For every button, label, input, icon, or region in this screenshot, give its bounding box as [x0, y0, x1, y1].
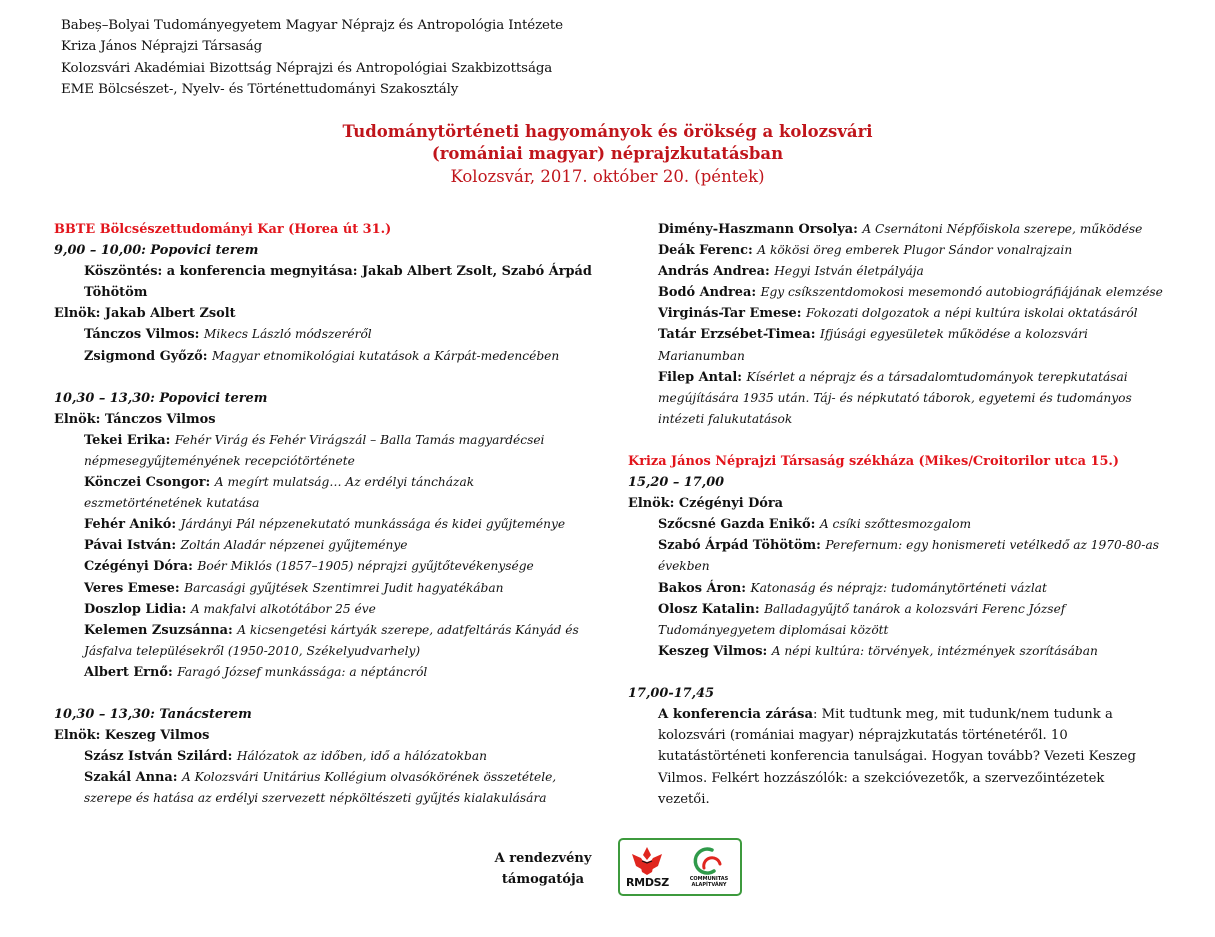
rmdsz-tulip-icon [630, 846, 664, 876]
session-time-slot: 10,30 – 13,30: Popovici terem [54, 390, 268, 406]
program-left-column [54, 219, 614, 809]
chair-name: Czégényi Dóra [678, 496, 784, 512]
session-chair [54, 409, 614, 430]
talk-title: Katonaság és néprajz: tudománytörténeti vázlat [750, 580, 1047, 595]
speaker-name: Fehér Anikó [84, 517, 172, 533]
chair-name: Jakab Albert Zsolt [104, 306, 236, 322]
talk-title: A Kolozsvári Unitárius Kollégium olvasókörének összetétele, [182, 770, 557, 785]
closing-label: A konferencia zárása [658, 706, 814, 722]
speaker-name: Pávai István [84, 538, 172, 554]
talk-title: Boér Miklós (1857–1905) néprajzi gyűjtőtevékenysége [197, 559, 534, 574]
talk-title-cont: Tudományegyetem diplomásai között [658, 622, 889, 637]
talk-item: Deák Ferenc: A kökösi öreg emberek Plugor Sándor vonalrajzain [658, 243, 1073, 259]
communitas-swirl-icon [690, 846, 726, 876]
speaker-name: Tekei Erika [84, 432, 166, 448]
talk-title: Mikecs László módszeréről [203, 327, 372, 342]
talk-title-cont: szerepe és hatása az erdélyi szervezett népköltészeti gyűjtés kialakulására [84, 791, 547, 806]
chair-name: Tánczos Vilmos [104, 411, 216, 427]
talk-item: Olosz Katalin: Balladagyűjtő tanárok a kolozsvári Ferenc József Tudományegyetem diplomásai között [658, 601, 1066, 637]
speaker-name: Könczei Csongor [84, 475, 206, 491]
title-line-1: Tudománytörténeti hagyományok és örökség a kolozsvári [342, 122, 873, 141]
venue-heading: Kriza János Néprajzi Társaság székháza (Mikes/Croitorilor utca 15.) [628, 453, 1120, 469]
talk-title: Faragó József munkássága: a néptáncról [177, 664, 428, 679]
talk-item: Szabó Árpád Töhötöm: Perefernum: egy honismereti vetélkedő az 1970-80-as években [658, 538, 1160, 574]
talk-title-cont: években [658, 559, 710, 574]
organizer-line: Babeș–Bolyai Tudományegyetem Magyar Néprajz és Antropológia Intézete [61, 18, 563, 33]
opening-text: Köszöntés: a konferencia megnyitása: Jakab Albert Zsolt, Szabó Árpád [84, 264, 592, 280]
rmdsz-wordmark: RMDSZ [626, 876, 669, 889]
speaker-name: Bodó Andrea [658, 285, 752, 301]
talk-item: Szakál Anna: A Kolozsvári Unitárius Kollégium olvasókörének összetétele, szerepe és hatása az erdélyi szervezett népköltészeti gyűjtés kialakulására [84, 770, 557, 806]
chair-label: Elnök: [54, 411, 105, 427]
speaker-name: Zsigmond Győző [84, 348, 203, 364]
talk-item: Kelemen Zsuzsánna: A kicsengetési kártyák szerepe, adatfeltárás Kányád és Jásfalva településekről (1950-2010, Székelyudvarhely) [84, 622, 579, 658]
venue-heading: BBTE Bölcsészettudományi Kar (Horea út 31.) [54, 222, 392, 237]
speaker-name: Szász István Szilárd [84, 749, 228, 765]
closing-text: : Mit tudtunk meg, mit tudunk/nem tudunk a [813, 706, 1113, 722]
chair-label: Elnök: [628, 496, 679, 512]
session-time-slot: 15,20 – 17,00 [628, 475, 725, 491]
opening-text-cont: Töhötöm [84, 285, 148, 301]
talk-title: Barcasági gyűjtések Szentimrei Judit hagyatékában [184, 580, 504, 595]
talk-title: A megírt mulatság… Az erdélyi táncházak [214, 475, 475, 490]
talk-item: Szőcsné Gazda Enikő: A csíki szőttesmozgalom [658, 517, 972, 533]
talk-title: Kísérlet a néprajz és a társadalomtudományok terepkutatásai [746, 369, 1128, 384]
sponsor-logo [618, 838, 742, 896]
talk-item: Könczei Csongor: A megírt mulatság… Az erdélyi táncházak eszmetörténetének kutatása [84, 475, 475, 511]
speaker-name: Veres Emese [84, 580, 175, 596]
talk-item: Veres Emese: Barcasági gyűjtések Szentimrei Judit hagyatékában [84, 580, 504, 596]
speaker-name: Szakál Anna [84, 770, 173, 786]
talk-item: Tekei Erika: Fehér Virág és Fehér Virágszál – Balla Tamás magyardécsei népmesegyűjteményének recepciótörténete [84, 432, 545, 468]
talk-title: A makfalvi alkotótábor 25 éve [190, 601, 376, 616]
closing-text: Vilmos. Felkért hozzászólók: a szekcióvezetők, a szervezőintézetek [658, 770, 1105, 786]
talk-title: Fehér Virág és Fehér Virágszál – Balla Tamás magyardécsei [174, 432, 545, 447]
talk-item: András Andrea: Hegyi István életpályája [658, 264, 924, 280]
talk-title-cont: megújítására 1935 után. Táj- és népkutató táborok, egyetemi és tudományos [658, 390, 1132, 405]
talk-item: Fehér Anikó: Járdányi Pál népzenekutató munkássága és kidei gyűjteménye [84, 517, 566, 533]
talk-title-cont: Jásfalva településekről (1950-2010, Székelyudvarhely) [84, 643, 421, 658]
talk-item: Albert Ernő: Faragó József munkássága: a néptáncról [84, 664, 428, 680]
speaker-name: Albert Ernő [84, 664, 168, 680]
talk-title: Magyar etnomikológiai kutatások a Kárpát-medencében [211, 348, 560, 363]
talk-title: A népi kultúra: törvények, intézmények szorításában [771, 643, 1098, 658]
speaker-name: András Andrea [658, 264, 766, 280]
session-time-slot: 10,30 – 13,30: Tanácsterem [54, 706, 252, 722]
organizer-line: EME Bölcsészet-, Nyelv- és Történettudományi Szakosztály [61, 81, 459, 97]
talk-title: Hegyi István életpályája [774, 264, 924, 279]
speaker-name: Szabó Árpád Töhötöm [658, 538, 817, 554]
talk-title-cont: Marianumban [658, 348, 745, 363]
session-chair [54, 303, 614, 324]
speaker-name: Keszeg Vilmos [658, 643, 763, 659]
title-line-2: (romániai magyar) néprajzkutatásban [431, 144, 784, 163]
talk-title: A Csernátoni Népfőiskola szerepe, működése [862, 222, 1143, 236]
closing-text: kolozsvári (romániai magyar) néprajzkutatás történetéről. 10 [658, 728, 1068, 744]
talk-title: Hálózatok az időben, idő a hálózatokban [236, 749, 487, 764]
talk-item: Dimény-Haszmann Orsolya: A Csernátoni Népfőiskola szerepe, működése [658, 222, 1143, 237]
organizer-line: Kolozsvári Akadémiai Bizottság Néprajzi és Antropológiai Szakbizottsága [61, 60, 553, 76]
communitas-wordmark [682, 876, 736, 888]
sponsor-caption [488, 848, 598, 890]
talk-item: Tánczos Vilmos: Mikecs László módszeréről [84, 327, 372, 343]
talk-title: A kökösi öreg emberek Plugor Sándor vonalrajzain [757, 243, 1073, 258]
talk-title: Járdányi Pál népzenekutató munkássága és kidei gyűjteménye [180, 517, 566, 532]
speaker-name: Doszlop Lidia [84, 601, 182, 617]
talk-title-cont: intézeti falukutatások [658, 411, 793, 426]
speaker-name: Czégényi Dóra [84, 559, 189, 575]
closing-text: kutatástörténeti konferencia tanulságai. Hogyan tovább? Vezeti Keszeg [658, 749, 1136, 765]
opening-item [54, 261, 614, 303]
closing-text: vezetői. [658, 791, 710, 807]
program-right-column [628, 219, 1188, 810]
communitas-line: COMMUNITAS [689, 876, 729, 882]
talk-item: Tatár Erzsébet-Timea: Ifjúsági egyesületek működése a kolozsvári Marianumban [658, 327, 1088, 363]
communitas-line: ALAPÍTVÁNY [691, 882, 727, 888]
talk-item: Doszlop Lidia: A makfalvi alkotótábor 25 éve [84, 601, 376, 617]
speaker-name: Szőcsné Gazda Enikő [658, 517, 811, 533]
talk-item: Pávai István: Zoltán Aladár népzenei gyűjteménye [84, 538, 408, 554]
sponsor-caption-line: A rendezvény [494, 851, 592, 866]
talk-title: A kicsengetési kártyák szerepe, adatfeltárás Kányád és [237, 622, 579, 637]
speaker-name: Olosz Katalin [658, 601, 755, 617]
session-chair [54, 725, 614, 746]
conference-title [0, 121, 1215, 189]
speaker-name: Virginás-Tar Emese [658, 306, 797, 322]
speaker-name: Tatár Erzsébet-Timea [658, 327, 811, 343]
speaker-name: Tánczos Vilmos [84, 327, 195, 343]
talk-title: Ifjúsági egyesületek működése a kolozsvári [820, 327, 1088, 342]
talk-item: Bodó Andrea: Egy csíkszentdomokosi mesemondó autobiográfiájának elemzése [658, 285, 1163, 301]
talk-item: Szász István Szilárd: Hálózatok az időben, idő a hálózatokban [84, 749, 487, 765]
talk-title: A csíki szőttesmozgalom [819, 517, 972, 532]
talk-item: Bakos Áron: Katonaság és néprajz: tudománytörténeti vázlat [658, 580, 1047, 596]
chair-name: Keszeg Vilmos [104, 728, 210, 744]
speaker-name: Kelemen Zsuzsánna [84, 622, 228, 638]
talk-title: Balladagyűjtő tanárok a kolozsvári Ferenc József [764, 601, 1066, 616]
conference-date: Kolozsvár, 2017. október 20. (péntek) [450, 167, 765, 186]
talk-item: Czégényi Dóra: Boér Miklós (1857–1905) néprajzi gyűjtőtevékenysége [84, 559, 534, 575]
talk-title: Zoltán Aladár népzenei gyűjteménye [180, 538, 408, 553]
talk-title: Perefernum: egy honismereti vetélkedő az 1970-80-as [825, 538, 1160, 553]
talk-item: Filep Antal: Kísérlet a néprajz és a társadalomtudományok terepkutatásai megújítására 1935 után. Táj- és népkutató táborok, egyetemi és tudományos intézeti falukutatások [658, 369, 1132, 426]
organizer-line: Kriza János Néprajzi Társaság [61, 39, 263, 55]
closing-item [628, 704, 1188, 810]
session-time-slot: 9,00 – 10,00: Popovici terem [54, 243, 259, 259]
speaker-name: Bakos Áron [658, 580, 742, 596]
closing-time-slot: 17,00-17,45 [628, 685, 715, 701]
talk-title: Fokozati dolgozatok a népi kultúra iskolai oktatásáról [805, 306, 1138, 321]
speaker-name: Dimény-Haszmann Orsolya [658, 222, 854, 237]
talk-item: Keszeg Vilmos: A népi kultúra: törvények, intézmények szorításában [658, 643, 1098, 659]
talk-title-cont: eszmetörténetének kutatása [84, 496, 260, 511]
talk-item: Zsigmond Győző: Magyar etnomikológiai kutatások a Kárpát-medencében [84, 348, 560, 364]
sponsor-caption-line: támogatója [501, 872, 585, 887]
chair-label: Elnök: [54, 306, 105, 322]
chair-label: Elnök: [54, 728, 105, 744]
session-chair [628, 493, 1188, 514]
organizers-list [61, 15, 563, 100]
speaker-name: Filep Antal [658, 369, 738, 385]
talk-title: Egy csíkszentdomokosi mesemondó autobiográfiájának elemzése [760, 285, 1163, 300]
speaker-name: Deák Ferenc [658, 243, 749, 259]
talk-item: Virginás-Tar Emese: Fokozati dolgozatok a népi kultúra iskolai oktatásáról [658, 306, 1138, 322]
talk-title-cont: népmesegyűjteményének recepciótörténete [84, 453, 355, 468]
